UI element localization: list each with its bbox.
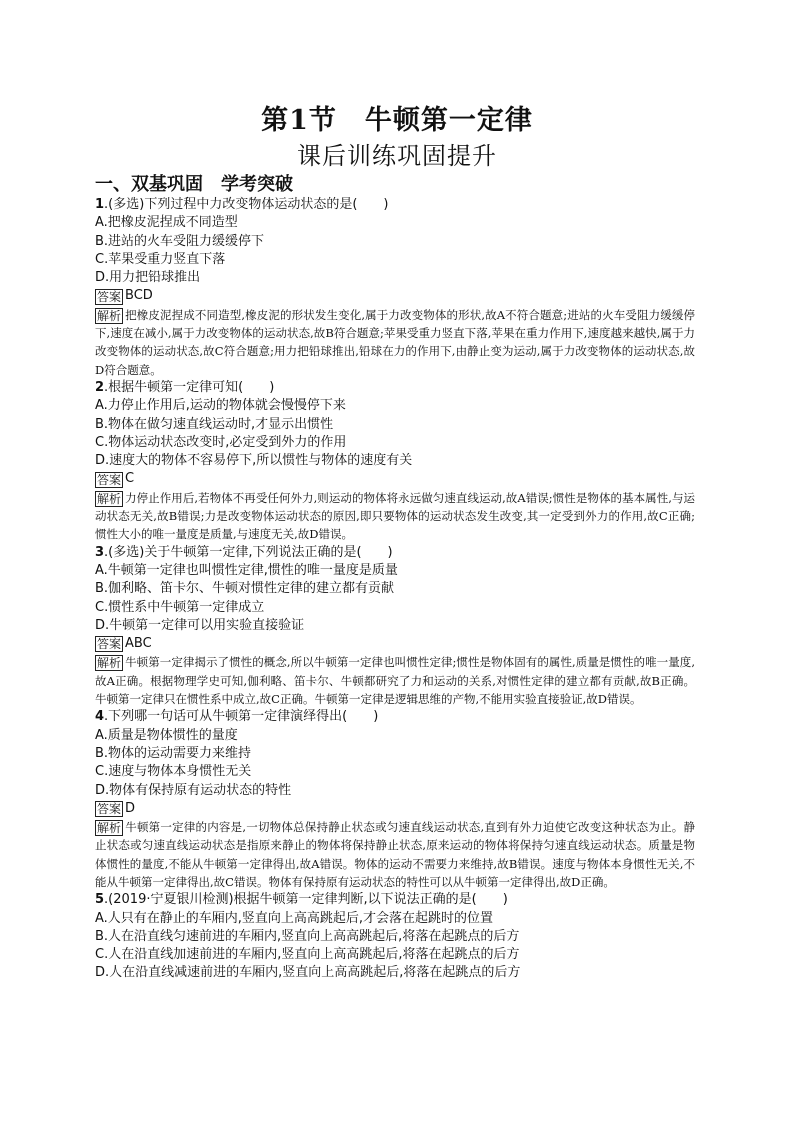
- question-stem: 1.(多选)下列过程中力改变物体运动状态的是( ): [95, 197, 389, 212]
- option-c: C.人在沿直线加速前进的车厢内,竖直向上高高跳起后,将落在起跳点的后方: [95, 947, 520, 963]
- question-3: [95, 544, 695, 709]
- option-b: B.进站的火车受阻力缓缓停下: [95, 233, 265, 249]
- answer-row: [95, 470, 695, 488]
- option-d: D.牛顿第一定律可以用实验直接验证: [95, 617, 305, 633]
- option-a: A.人只有在静止的车厢内,竖直向上高高跳起后,才会落在起跳时的位置: [95, 910, 494, 926]
- analysis-tag: 解析: [97, 656, 122, 671]
- question-stem: 4.下列哪一句话可从牛顿第一定律演绎得出( ): [95, 709, 379, 725]
- option-b: B.人在沿直线匀速前进的车厢内,竖直向上高高跳起后,将落在起跳点的后方: [95, 928, 520, 944]
- analysis-text: 解析 把橡皮泥捏成不同造型,橡皮泥的形状发生变化,属于力改变物体的形状,故A不符合题意;进站的火车受阻力缓缓停下,速度在减小,属于力改变物体的运动状态,故B符合题意;苹果受重力竖直下落,苹果在重力作用下,速度越来越快,属于力改变物体的运动状态,故C符合题意;用力把铅球推出,铅球在力的作用下,由静止变为运动,属于力改变物体的运动状态,故D符合题意。: [95, 307, 695, 377]
- option-d: D.人在沿直线减速前进的车厢内,竖直向上高高跳起后,将落在起跳点的后方: [95, 965, 521, 981]
- question-number: 1: [95, 197, 105, 212]
- option-a: A.牛顿第一定律也叫惯性定律,惯性的唯一量度是质量: [95, 562, 398, 578]
- option-a: A.质量是物体惯性的量度: [95, 727, 238, 743]
- page-subtitle: 课后训练巩固提升: [297, 142, 497, 170]
- section-heading: 一、双基巩固 学考突破: [95, 174, 293, 195]
- question-number: 4: [95, 709, 105, 725]
- answer-tag: 答案: [97, 801, 122, 816]
- answer-value: C: [125, 471, 135, 487]
- option-d: D.用力把铅球推出: [95, 270, 201, 286]
- analysis-text: 解析 牛顿第一定律的内容是,一切物体总保持静止状态或匀速直线运动状态,直到有外力迫使它改变这种状态为止。静止状态或匀速直线运动状态是指原来静止的物体将保持静止状态,原来运动的物体将保持匀速直线运动状态。质量是物体惯性的量度,不能从牛顿第一定律得出,故A错误。物体的运动不需要力来维持,故B错误。速度与物体本身惯性无关,不能从牛顿第一定律得出,故C错误。物体有保持原有运动状态的特性可以从牛顿第一定律得出,故D正确。: [95, 820, 695, 889]
- question-number: 2: [95, 379, 105, 395]
- answer-tag: 答案: [97, 637, 122, 652]
- option-d: D.速度大的物体不容易停下,所以惯性与物体的速度有关: [95, 453, 413, 469]
- option-c: C.物体运动状态改变时,必定受到外力的作用: [95, 434, 347, 450]
- option-d: D.物体有保持原有运动状态的特性: [95, 782, 292, 798]
- analysis-tag: 解析: [97, 491, 122, 506]
- question-stem: 3.(多选)关于牛顿第一定律,下列说法正确的是( ): [95, 544, 393, 560]
- analysis-tag: 解析: [97, 821, 122, 836]
- answer-tag: 答案: [97, 289, 122, 304]
- option-a: A.力停止作用后,运动的物体就会慢慢停下来: [95, 398, 346, 414]
- option-c: C.苹果受重力竖直下落: [95, 251, 226, 267]
- option-b: B.伽利略、笛卡尔、牛顿对惯性定律的建立都有贡献: [95, 581, 395, 597]
- option-b: B.物体在做匀速直线运动时,才显示出惯性: [95, 416, 334, 432]
- analysis-text: 解析 力停止作用后,若物体不再受任何外力,则运动的物体将永远做匀速直线运动,故A错误;惯性是物体的基本属性,与运动状态无关,故B错误;力是改变物体运动状态的原因,即只要物体的运动状态发生改变,其一定受到外力的作用,故C正确;惯性大小的唯一量度是质量,与速度无关,故D错误。: [95, 490, 695, 542]
- answer-value: ABC: [125, 636, 152, 652]
- option-a: A.把橡皮泥捏成不同造型: [95, 215, 238, 231]
- analysis-tag: 解析: [97, 308, 122, 323]
- question-number: 3: [95, 544, 105, 560]
- option-c: C.惯性系中牛顿第一定律成立: [95, 599, 265, 615]
- option-b: B.物体的运动需要力来维持: [95, 745, 252, 761]
- question-stem: 5.(2019·宁夏银川检测)根据牛顿第一定律判断,以下说法正确的是( ): [95, 892, 508, 908]
- analysis-text: 解析 牛顿第一定律揭示了惯性的概念,所以牛顿第一定律也叫惯性定律;惯性是物体固有的属性,质量是惯性的唯一量度,故A正确。根据物理学史可知,伽利略、笛卡尔、牛顿都研究了力和运动的关系,对惯性定律的建立都有贡献,故B正确。牛顿第一定律只在惯性系中成立,故C正确。牛顿第一定律是逻辑思维的产物,不能用实验直接验证,故D错误。: [95, 655, 695, 707]
- option-c: C.速度与物体本身惯性无关: [95, 764, 252, 780]
- answer-row: [95, 635, 695, 653]
- question-list: [95, 196, 695, 983]
- answer-row: [95, 287, 695, 305]
- question-4: [95, 708, 695, 891]
- question-2: [95, 379, 695, 544]
- question-1: [95, 196, 695, 379]
- answer-row: [95, 800, 695, 818]
- question-5: [95, 891, 695, 982]
- answer-value: BCD: [125, 288, 153, 304]
- question-number: 5: [95, 892, 105, 908]
- answer-tag: 答案: [97, 472, 122, 487]
- answer-value: D: [125, 800, 136, 816]
- page-title: 第1节 牛顿第一定律: [261, 105, 533, 136]
- question-stem: 2.根据牛顿第一定律可知( ): [95, 379, 275, 395]
